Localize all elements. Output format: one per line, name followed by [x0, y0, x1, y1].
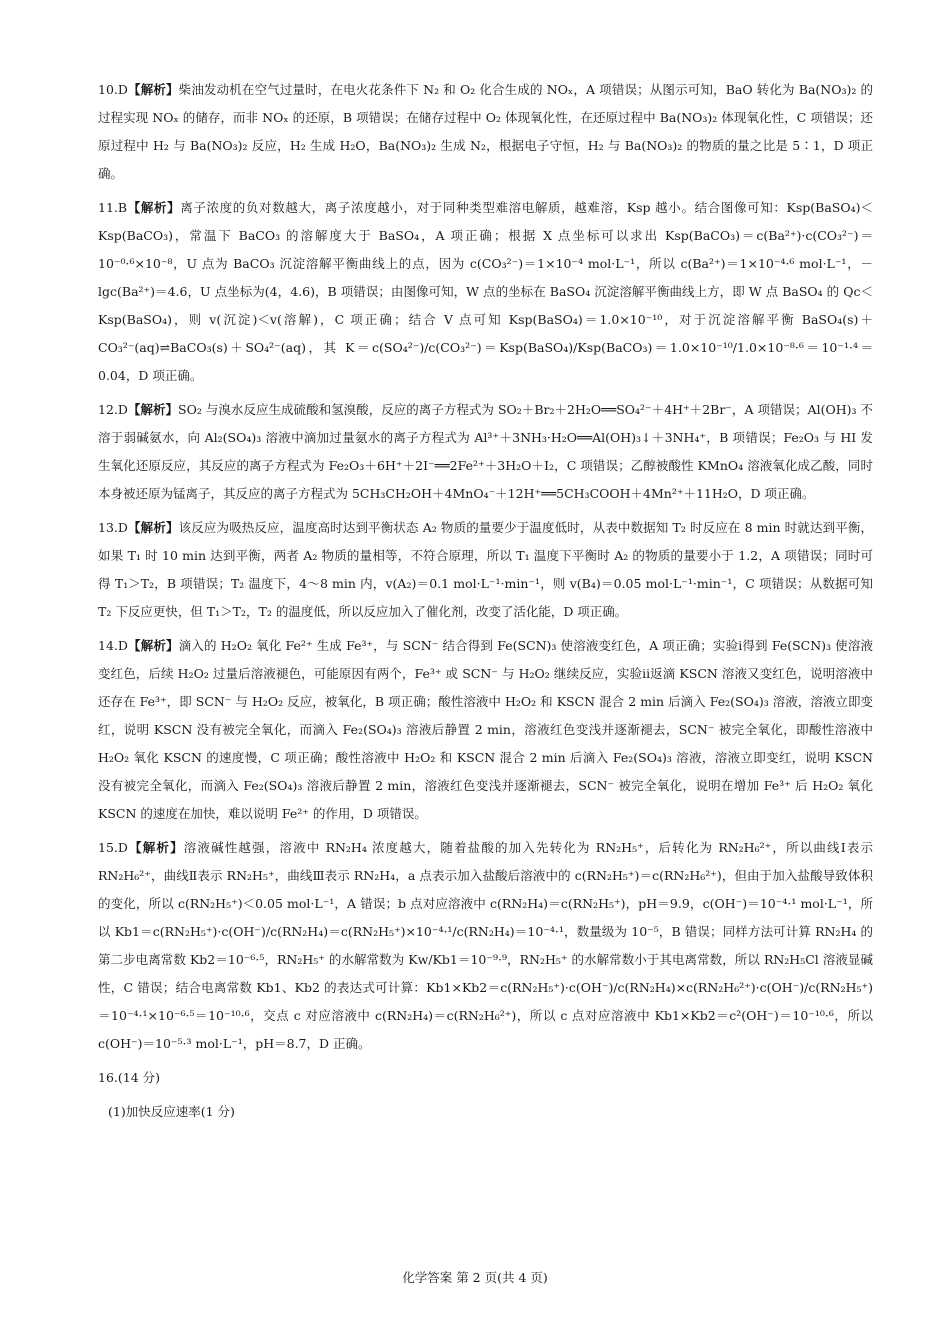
analysis-tag: 【解析】: [127, 638, 179, 653]
answer-text: 溶液碱性越强，溶液中 RN₂H₄ 浓度越大，随着盐酸的加入先转化为 RN₂H₅⁺，后转化为 RN₂H₆²⁺，所以曲线Ⅰ表示 RN₂H₆²⁺，曲线Ⅱ表示 RN₂H₅⁺，曲线Ⅲ表示 RN₂H₄，a 点表示加入盐酸后溶液中的 c(RN₂H₅⁺)＝c(RN₂H₆²⁺)，但由于加入盐酸导致体积的变化，所以 c(RN₂H₅⁺)＜0.05 mol·L⁻¹，A 错误；b 点对应溶液中 c(RN₂H₄)＝c(RN₂H₅⁺)，pH＝9.9，c(OH⁻)＝10⁻⁴·¹ mol·L⁻¹，所以 Kb1＝c(RN₂H₅⁺)·c(OH⁻)/c(RN₂H₄)＝c(RN₂H₅⁺)×10⁻⁴·¹/c(RN₂H₄)＝10⁻⁴·¹，数量级为 10⁻⁵，B 错误；同样方法可计算 RN₂H₄ 的第二步电离常数 Kb2＝10⁻⁶·⁵，RN₂H₅⁺ 的水解常数为 Kw/Kb1＝10⁻⁹·⁹，RN₂H₅⁺ 的水解常数小于其电离常数，所以 RN₂H₅Cl 溶液显碱性，C 错误；结合电离常数 Kb1、Kb2 的表达式可计算：Kb1×Kb2＝c(RN₂H₅⁺)·c(OH⁻)/c(RN₂H₄)×c(RN₂H₆²⁺)·c(OH⁻)/c(RN₂H₅⁺)＝10⁻⁴·¹×10⁻⁶·⁵＝10⁻¹⁰·⁶，交点 c 对应溶液中 c(RN₂H₄)＝c(RN₂H₆²⁺)，所以 c 点对应溶液中 Kb1×Kb2＝c²(OH⁻)＝10⁻¹⁰·⁶，所以 c(OH⁻)＝10⁻⁵·³ mol·L⁻¹，pH＝8.7，D 正确。: [98, 840, 873, 1051]
answer-number: 11.B: [98, 200, 128, 215]
answer-14: [98, 632, 873, 828]
page-footer: 化学答案 第 2 页(共 4 页): [402, 1270, 548, 1285]
answer-13: [98, 514, 873, 626]
answer-text: 该反应为吸热反应，温度高时达到平衡状态 A₂ 物质的量要少于温度低时，从表中数据知 T₂ 时反应在 8 min 时就达到平衡，如果 T₁ 时 10 min 达到平衡，两者 A₂ 物质的量相等，不符合原理，所以 T₁ 温度下平衡时 A₂ 的物质的量要小于 1.2，A 项错误；同时可得 T₁＞T₂，B 项错误；T₂ 温度下，4～8 min 内，v(A₂)＝0.1 mol·L⁻¹·min⁻¹，则 v(B₄)＝0.05 mol·L⁻¹·min⁻¹，C 项错误；从数据可知 T₂ 下反应更快，但 T₁＞T₂，T₂ 的温度低，所以反应加入了催化剂，改变了活化能，D 项正确。: [98, 520, 873, 619]
answer-text: SO₂ 与溴水反应生成硫酸和氢溴酸，反应的离子方程式为 SO₂＋Br₂＋2H₂O══SO₄²⁻＋4H⁺＋2Br⁻，A 项错误；Al(OH)₃ 不溶于弱碱氨水，向 Al₂(SO₄)₃ 溶液中滴加过量氨水的离子方程式为 Al³⁺＋3NH₃·H₂O══Al(OH)₃↓＋3NH₄⁺，B 项错误；Fe₂O₃ 与 HI 发生氧化还原反应，其反应的离子方程式为 Fe₂O₃＋6H⁺＋2I⁻══2Fe²⁺＋3H₂O＋I₂，C 项错误；乙醇被酸性 KMnO₄ 溶液氧化成乙酸，同时本身被还原为锰离子，其反应的离子方程式为 5CH₃CH₂OH＋4MnO₄⁻＋12H⁺══5CH₃COOH＋4Mn²⁺＋11H₂O，D 项正确。: [98, 402, 873, 501]
answer-text: 离子浓度的负对数越大，离子浓度越小，对于同种类型难溶电解质，越难溶，Ksp 越小。结合图像可知：Ksp(BaSO₄)＜Ksp(BaCO₃)，常温下 BaCO₃ 的溶解度大于 BaSO₄，A 项正确；根据 X 点坐标可以求出 Ksp(BaCO₃)＝c(Ba²⁺)·c(CO₃²⁻)＝10⁻⁰·⁶×10⁻⁸，U 点为 BaCO₃ 沉淀溶解平衡曲线上的点，因为 c(CO₃²⁻)＝1×10⁻⁴ mol·L⁻¹，所以 c(Ba²⁺)＝1×10⁻⁴·⁶ mol·L⁻¹，－lgc(Ba²⁺)＝4.6，U 点坐标为(4，4.6)，B 项错误；由图像可知，W 点的坐标在 BaSO₄ 沉淀溶解平衡曲线上方，即 W 点 BaSO₄ 的 Qc＜Ksp(BaSO₄)，则 v(沉淀)＜v(溶解)，C 项正确；结合 V 点可知 Ksp(BaSO₄)＝1.0×10⁻¹⁰，对于沉淀溶解平衡 BaSO₄(s)＋CO₃²⁻(aq)⇌BaCO₃(s)＋SO₄²⁻(aq)，其 K＝c(SO₄²⁻)/c(CO₃²⁻)＝Ksp(BaSO₄)/Ksp(BaCO₃)＝1.0×10⁻¹⁰/1.0×10⁻⁸·⁶＝10⁻¹·⁴＝0.04，D 项正确。: [98, 200, 873, 383]
answer-content: [98, 76, 873, 1132]
analysis-tag: 【解析】: [127, 520, 179, 535]
question-16-part-1: (1)加快反应速率(1 分): [108, 1104, 235, 1119]
answer-text: 柴油发动机在空气过量时，在电火花条件下 N₂ 和 O₂ 化合生成的 NOₓ，A 项错误；从图示可知，BaO 转化为 Ba(NO₃)₂ 的过程实现 NOₓ 的储存，而非 NOₓ 的还原，B 项错误；在储存过程中 O₂ 体现氧化性，在还原过程中 Ba(NO₃)₂ 体现氧化性，C 项错误；还原过程中 H₂ 与 Ba(NO₃)₂ 反应，H₂ 生成 H₂O，Ba(NO₃)₂ 生成 N₂，根据电子守恒，H₂ 与 Ba(NO₃)₂ 的物质的量之比是 5∶1，D 项正确。: [98, 82, 873, 181]
answer-number: 10.D: [98, 82, 128, 97]
analysis-tag: 【解析】: [127, 402, 179, 417]
answer-text: 滴入的 H₂O₂ 氧化 Fe²⁺ 生成 Fe³⁺，与 SCN⁻ 结合得到 Fe(SCN)₃ 使溶液变红色，A 项正确；实验ⅰ得到 Fe(SCN)₃ 使溶液变红色，后续 H₂O₂ 过量后溶液褪色，可能原因有两个，Fe³⁺ 或 SCN⁻ 与 H₂O₂ 继续反应，实验ⅱ返滴 KSCN 溶液又变红色，说明溶液中还存在 Fe³⁺，即 SCN⁻ 与 H₂O₂ 反应，被氧化，B 项正确；酸性溶液中 H₂O₂ 和 KSCN 混合 2 min 后滴入 Fe₂(SO₄)₃ 溶液，溶液立即变红，说明 KSCN 没有被完全氧化，而滴入 Fe₂(SO₄)₃ 溶液后静置 2 min，溶液红色变浅并逐渐褪去，SCN⁻ 被完全氧化，即酸性溶液中 H₂O₂ 氧化 KSCN 的速度慢，C 项正确；酸性溶液中 H₂O₂ 和 KSCN 混合 2 min 后滴入 Fe₂(SO₄)₃ 溶液，溶液立即变红，说明 KSCN 没有被完全氧化，而滴入 Fe₂(SO₄)₃ 溶液后静置 2 min，溶液红色变浅并逐渐褪去，SCN⁻ 被完全氧化，说明在增加 Fe³⁺ 后 H₂O₂ 氧化 KSCN 的速度在加快，难以说明 Fe²⁺ 的作用，D 项错误。: [98, 638, 873, 821]
answer-number: 13.D: [98, 520, 128, 535]
answer-11: [98, 194, 873, 390]
answer-number: 14.D: [98, 638, 128, 653]
answer-number: 12.D: [98, 402, 128, 417]
answer-15: [98, 834, 873, 1058]
analysis-tag: 【解析】: [127, 82, 179, 97]
answer-10: [98, 76, 873, 188]
answer-12: [98, 396, 873, 508]
answer-number: 15.D: [98, 840, 128, 855]
analysis-tag: 【解析】: [127, 200, 181, 215]
question-16-heading: 16.(14 分): [98, 1070, 161, 1085]
analysis-tag: 【解析】: [127, 840, 184, 855]
